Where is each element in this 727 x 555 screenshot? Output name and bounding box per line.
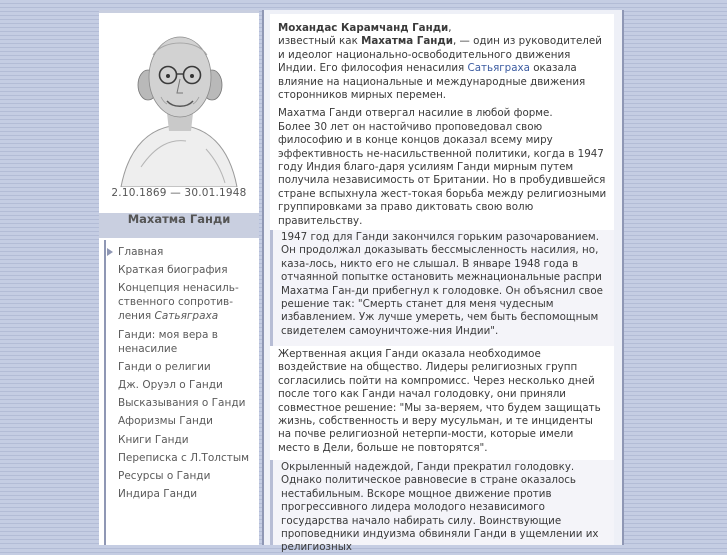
main-content	[262, 10, 624, 554]
nav-item-books[interactable]	[109, 433, 255, 447]
nav-menu	[99, 238, 259, 545]
nav-item-sayings-about-gandhi[interactable]	[109, 396, 255, 410]
aftermath-paragraph: Окрыленный надеждой, Ганди прекратил голодовку. Однако политическое равновесие в стране оказалось нестабильным. Вскоре мощное движение против прогрессивного лидера молодого независимого государства начало набирать силу. Воинствующие проповедники индуизма обвиняли Ганди в ущемлении их религиозных	[281, 461, 599, 554]
mahatma-title: Махатма Ганди	[361, 35, 453, 48]
nav-item-home[interactable]	[109, 245, 255, 259]
nav-item-label: Индира Ганди	[118, 488, 198, 501]
nav-item-label: Ресурсы о Ганди	[118, 469, 211, 482]
portrait-frame	[99, 13, 259, 213]
nav-item-label: Афоризмы Ганди	[118, 415, 213, 428]
nav-item-label: Ганди: моя вера в ненасилие	[118, 328, 218, 355]
nav-item-short-biography[interactable]	[109, 263, 255, 277]
intro-paragraph	[278, 22, 608, 102]
nav-item-tolstoy-correspondence[interactable]	[109, 451, 255, 465]
nonviolence-statement: Махатма Ганди отвергал насилие в любой форме.	[278, 107, 553, 120]
nav-item-label: Высказывания о Ганди	[118, 397, 246, 410]
sidebar	[99, 10, 259, 545]
nav-item-gandhi-on-religion[interactable]	[109, 360, 255, 374]
nav-item-label: Концепция ненасиль-ственного сопротив-ления	[118, 282, 239, 323]
nav-item-aphorisms[interactable]	[109, 414, 255, 428]
intro-known-as: известный как	[278, 35, 358, 48]
nav-item-label: Краткая биография	[118, 264, 228, 277]
nav-item-label: Ганди о религии	[118, 360, 211, 373]
aftermath-section	[270, 460, 614, 554]
nav-list	[109, 245, 255, 505]
compromise-paragraph: Жертвенная акция Ганди оказала необходимое воздействие на общество. Лидеры религиозных групп согласились пойти на компромисс. Через несколько дней после того как Ганди начал голодовку, они приняли совместное решение: "Мы за-веряем, что будем защищать жизнь, собственность и веру мусульман, и те инциденты на почве религиозной нетерпи-мости, которые имели место в Дели, больше не повторятся".	[278, 348, 601, 454]
nav-item-satyagraha-concept[interactable]	[109, 281, 255, 323]
gandhi-portrait-image	[111, 17, 247, 187]
intro-comma: ,	[448, 22, 452, 34]
nav-item-label: Главная	[118, 246, 164, 258]
intro-section	[270, 22, 614, 233]
nav-item-label: Дж. Оруэл о Ганди	[118, 378, 223, 391]
nav-divider	[104, 240, 106, 545]
article	[270, 14, 614, 554]
nav-item-my-faith-in-nonviolence[interactable]	[109, 328, 255, 356]
nav-item-emphasis: Сатьяграха	[154, 310, 219, 323]
nav-item-orwell-on-gandhi[interactable]	[109, 378, 255, 392]
life-dates: 2.10.1869 — 30.01.1948	[111, 187, 247, 199]
hunger-strike-section	[270, 230, 614, 346]
intro-text-1: , — один из руководителей и идеолог национально-освободительного движения Индии. Его философия ненасилия	[278, 35, 602, 75]
compromise-section	[270, 348, 614, 460]
satyagraha-link[interactable]: Сатьяграха	[467, 62, 530, 75]
hunger-strike-paragraph: 1947 год для Ганди закончился горьким разочарованием. Он продолжал доказывать бессмысленность насилия, но, каза-лось, никто его не слышал. В январе 1948 года в отчаянной попытке остановить межнациональные распри Махатма Ган-ди прибегнул к голодовке. Он объяснил свое решение так: "Смерть станет для меня чудесным избавлением. Уж лучше умереть, чем быть беспомощным свидетелем самоуничтоже-ния Индии".	[281, 231, 604, 337]
person-name: Махатма Ганди	[127, 212, 231, 226]
nav-item-indira-gandhi[interactable]	[109, 487, 255, 501]
nav-item-resources[interactable]	[109, 469, 255, 483]
nav-item-label: Переписка с Л.Толстым	[118, 451, 250, 464]
intro-text-2: оказала влияние на национальные и международные движения сторонников мирных перемен.	[278, 62, 586, 102]
independence-paragraph: Более 30 лет он настойчиво проповедовал свою философию и в конце концов доказал всему миру эффективность не-насильственной политики, когда в 1947 году Индия благо-даря усилиям Ганди мирным путем получила независимость от Британии. Но в пробудившейся стране вспыхнула жест-токая борьба между религиозными группировками за право диктовать свою волю правительству.	[278, 120, 607, 227]
nav-item-label: Книги Ганди	[118, 433, 189, 446]
full-name: Мохандас Карамчанд Ганди	[278, 22, 449, 34]
